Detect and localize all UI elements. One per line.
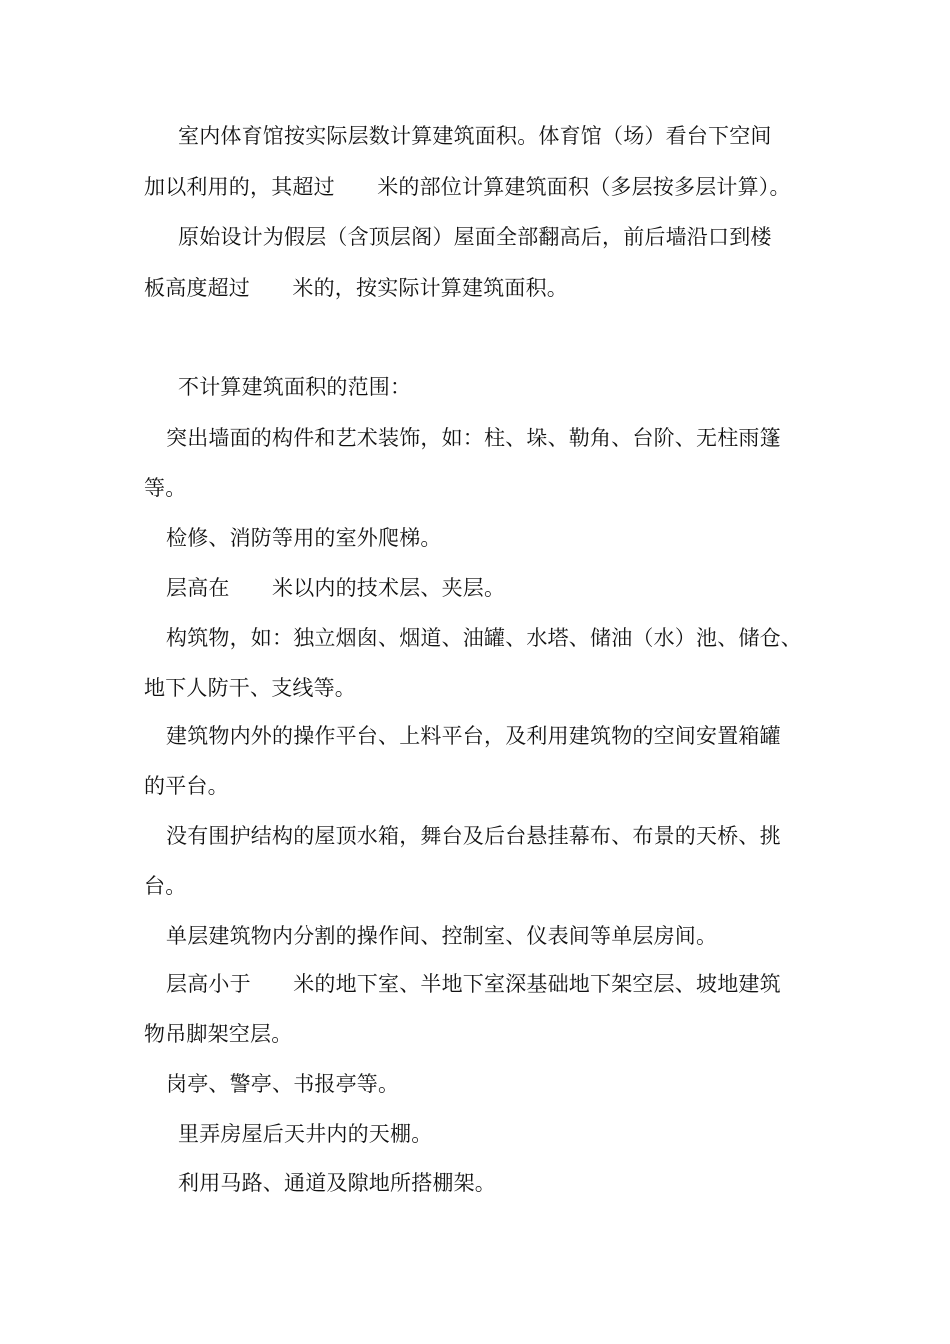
text-line: 没有围护结构的屋顶水箱，舞台及后台悬挂幕布、布景的天桥、挑	[166, 824, 781, 848]
text-line: 里弄房屋后天井内的天棚。	[178, 1122, 433, 1146]
text-line: 突出墙面的构件和艺术装饰，如：柱、垛、勒角、台阶、无柱雨篷	[166, 426, 781, 450]
text-line: 检修、消防等用的室外爬梯。	[166, 526, 442, 550]
text-line: 单层建筑物内分割的操作间、控制室、仪表间等单层房间。	[166, 924, 718, 948]
text-line: 的平台。	[144, 774, 229, 798]
text-line: 板高度超过 米的，按实际计算建筑面积。	[144, 276, 568, 300]
text-line: 利用马路、通道及隙地所搭棚架。	[178, 1171, 496, 1195]
text-line: 构筑物，如：独立烟囱、烟道、油罐、水塔、储油（水）池、储仓、	[166, 626, 802, 650]
text-line: 台。	[144, 874, 187, 898]
text-line: 原始设计为假层（含顶层阁）屋面全部翻高后，前后墙沿口到楼	[178, 225, 772, 249]
text-line: 加以利用的，其超过 米的部位计算建筑面积（多层按多层计算）。	[144, 175, 791, 199]
text-line: 建筑物内外的操作平台、上料平台，及利用建筑物的空间安置箱罐	[166, 724, 781, 748]
text-line: 物吊脚架空层。	[144, 1022, 293, 1046]
text-line: 层高在 米以内的技术层、夹层。	[166, 576, 506, 600]
text-line: 不计算建筑面积的范围：	[178, 375, 412, 399]
text-line: 室内体育馆按实际层数计算建筑面积。体育馆（场）看台下空间	[178, 124, 772, 148]
text-line: 层高小于 米的地下室、半地下室深基础地下架空层、坡地建筑	[166, 972, 781, 996]
text-line: 岗亭、警亭、书报亭等。	[166, 1072, 400, 1096]
text-line: 地下人防干、支线等。	[144, 676, 356, 700]
text-line: 等。	[144, 476, 187, 500]
